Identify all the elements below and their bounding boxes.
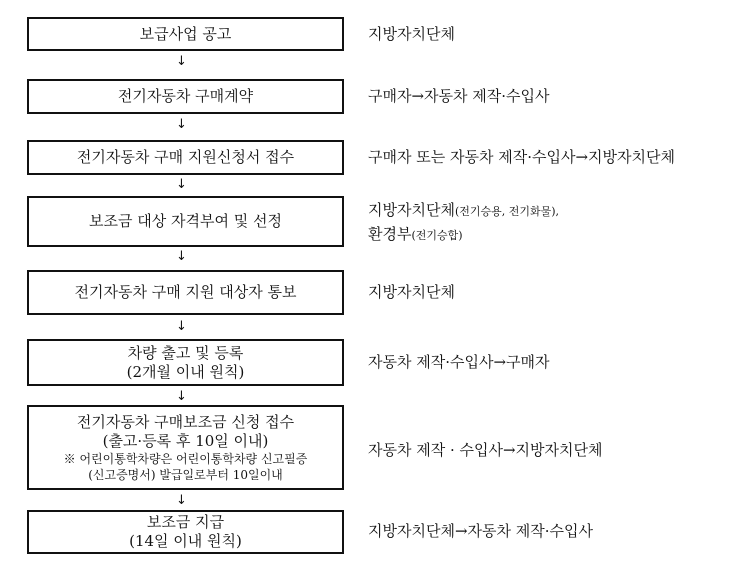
step-6-responsible: 자동차 제작·수입사→구매자 [368,353,550,371]
step-7-responsible: 자동차 제작 · 수입사→지방자치단체 [368,441,603,459]
arrow-5: ↓ [176,319,187,334]
step-7-note-line2: (신고증명서) 발급일로부터 10일이내 [88,467,283,482]
step-7-label-line2: (출고·등록 후 10일 이내) [102,431,269,450]
step-8-label-line2: (14일 이내 원칙) [129,532,242,550]
arrow-4: ↓ [176,249,187,264]
step-8-box [27,510,344,554]
step-3-responsible: 구매자 또는 자동차 제작·수입사→지방자치단체 [368,148,675,166]
arrow-2: ↓ [176,117,187,132]
step-4-box [27,196,344,247]
step-4-responsible-ministry-note: (전기승합) [411,229,463,242]
step-6-label-line1: 차량 출고 및 등록 [127,343,244,362]
step-4-responsible [368,199,559,247]
step-2-label: 전기자동차 구매계약 [117,87,254,105]
step-1-responsible: 지방자치단체 [368,25,455,43]
step-8-responsible: 지방자치단체→자동차 제작·수입사 [368,522,593,540]
step-4-responsible-ministry: 환경부 [368,225,412,243]
step-4-responsible-line1 [368,199,559,223]
step-4-responsible-line2 [368,223,559,247]
arrow-6: ↓ [176,389,187,404]
step-4-label: 보조금 대상 자격부여 및 선정 [89,212,282,230]
step-2-responsible: 구매자→자동차 제작·수입사 [368,87,550,105]
arrow-7: ↓ [176,493,187,508]
arrow-3: ↓ [176,177,187,192]
step-7-note-line1: ※ 어린이통학차량은 어린이통학차량 신고필증 [63,451,308,466]
step-7-label-line1: 전기자동차 구매보조금 신청 접수 [76,412,295,431]
arrow-1: ↓ [176,54,187,69]
step-4-responsible-agency-note: (전기승용, 전기화물), [454,205,560,218]
step-6-box [27,339,344,386]
step-2-box [27,79,344,114]
step-8-label-line1: 보조금 지급 [146,513,225,531]
step-7-box [27,405,344,490]
step-3-box [27,140,344,175]
step-3-label: 전기자동차 구매 지원신청서 접수 [76,148,295,166]
step-4-responsible-agency: 지방자치단체 [368,201,455,219]
step-5-label: 전기자동차 구매 지원 대상자 통보 [74,283,297,301]
step-1-box [27,17,344,51]
step-5-box [27,270,344,315]
step-5-responsible: 지방자치단체 [368,283,455,301]
step-1-label: 보급사업 공고 [139,24,232,43]
step-6-label-line2: (2개월 이내 원칙) [126,362,245,381]
